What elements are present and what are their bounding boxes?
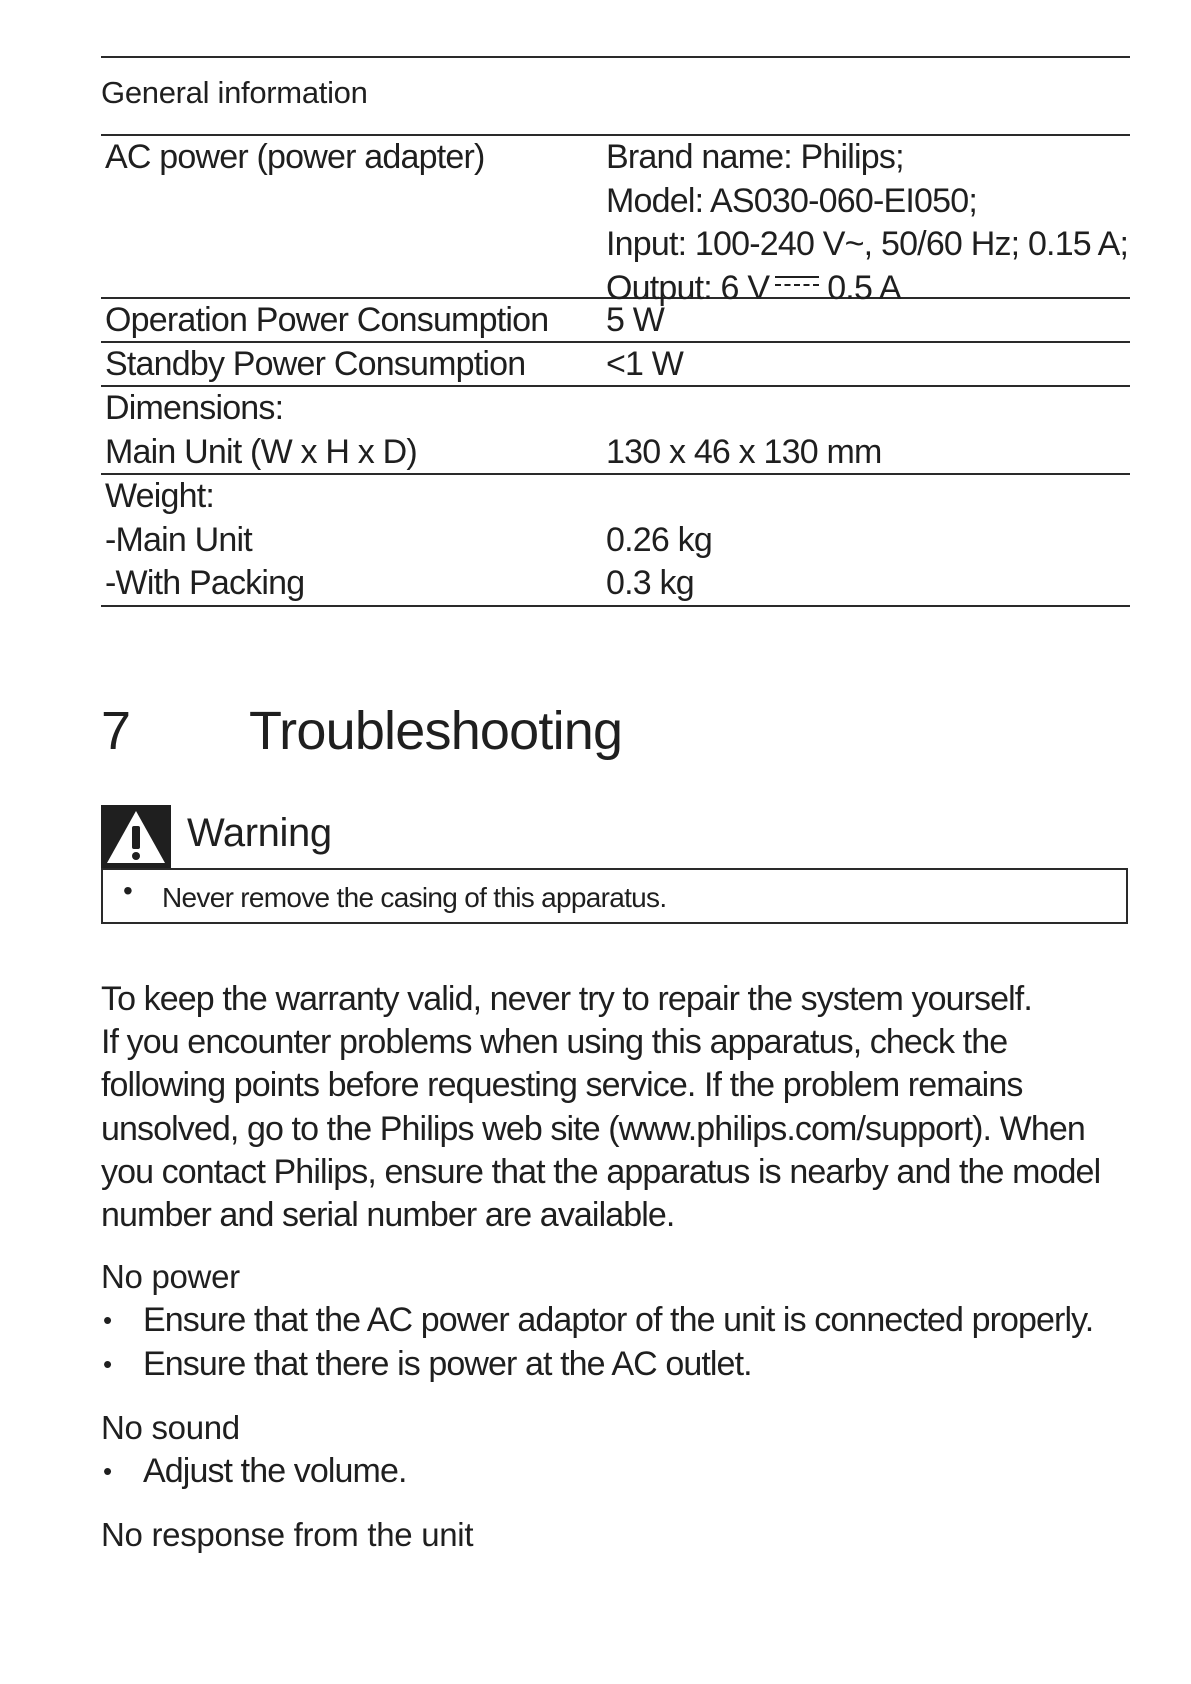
spec-value: [606, 475, 1126, 606]
spec-value: [606, 343, 1126, 387]
spec-row-ac-power: [101, 136, 1130, 307]
spec-label-line: Operation Power Consumption: [105, 301, 549, 339]
spec-label-line: Dimensions:: [105, 389, 284, 427]
output-prefix: Output: 6 V: [606, 268, 770, 307]
bullet: •: [103, 1305, 112, 1335]
spec-row-standby-power: [101, 343, 1130, 387]
spec-label-line: Main Unit (W x H x D): [105, 432, 417, 471]
list-item: [101, 1299, 1130, 1343]
spec-value: [606, 299, 1126, 343]
spec-label: [105, 343, 600, 387]
bullet: •: [103, 1348, 112, 1379]
topic-no-power: [101, 1255, 1130, 1386]
paragraph-line: following points before requesting service. If the problem remains: [101, 1066, 1023, 1105]
spec-value-line: Model: AS030-060-EI050;: [606, 181, 977, 220]
list-item: [101, 1343, 1130, 1387]
spec-value-line: 130 x 46 x 130 mm: [606, 432, 882, 471]
spec-table: [101, 136, 1130, 607]
paragraph-line: number and serial number are available.: [101, 1195, 675, 1234]
topic-list: [101, 1299, 1130, 1386]
spec-value-line: [606, 387, 1126, 431]
topic-list: [101, 1450, 1130, 1494]
topic-heading: No power: [101, 1258, 240, 1295]
paragraph-line: you contact Philips, ensure that the apparatus is nearby and the model: [101, 1152, 1101, 1191]
section-number: 7: [101, 701, 132, 761]
list-item: [101, 1450, 1130, 1494]
spec-value: [606, 136, 1129, 310]
spec-label: [105, 475, 600, 606]
spec-label: [105, 136, 600, 180]
warning-item: Never remove the casing of this apparatus.: [162, 882, 667, 913]
spec-row-weight: [101, 475, 1130, 607]
intro-paragraph: [101, 978, 1130, 1237]
spec-value: [606, 387, 1126, 474]
spec-value-line: 5 W: [606, 301, 665, 339]
spec-label-line: Weight:: [105, 477, 215, 515]
paragraph-line: To keep the warranty valid, never try to repair the system yourself.: [101, 980, 1032, 1018]
warning-title: Warning: [187, 811, 332, 855]
general-information-header: [101, 56, 1130, 136]
output-suffix: 0.5 A: [827, 268, 901, 307]
list-item-text: Ensure that the AC power adaptor of the unit is connected properly.: [143, 1301, 1094, 1339]
warning-header: [101, 805, 1128, 868]
spec-value-line: 0.26 kg: [606, 520, 712, 559]
spec-value-line: <1 W: [606, 345, 684, 383]
spec-label-line: AC power (power adapter): [105, 138, 485, 176]
paragraph-line: If you encounter problems when using this apparatus, check the: [101, 1023, 1008, 1062]
spec-value-line: [606, 475, 1126, 519]
spec-value-line: 0.3 kg: [606, 564, 694, 602]
spec-label: [105, 299, 600, 343]
section-title: Troubleshooting: [249, 701, 623, 761]
topic-heading: No sound: [101, 1409, 240, 1446]
spec-label-line: -With Packing: [105, 564, 305, 602]
topic-no-sound: [101, 1406, 1130, 1494]
spec-row-operation-power: [101, 299, 1130, 343]
warning-box: [101, 868, 1128, 924]
list-item-text: Ensure that there is power at the AC outlet.: [143, 1344, 752, 1383]
general-information-title: General information: [101, 75, 368, 110]
bullet: •: [123, 875, 133, 906]
spec-value-line: Brand name: Philips;: [606, 138, 904, 176]
spec-row-dimensions: [101, 387, 1130, 475]
spec-label-line: Standby Power Consumption: [105, 345, 526, 383]
spec-value-line: Input: 100-240 V~, 50/60 Hz; 0.15 A;: [606, 225, 1129, 263]
spec-label: [105, 387, 600, 474]
dc-current-symbol-icon: [775, 274, 819, 292]
topic-heading: No response from the unit: [101, 1516, 474, 1553]
list-item-text: Adjust the volume.: [143, 1452, 407, 1490]
topic-no-response: [101, 1513, 1130, 1557]
bullet: •: [103, 1456, 112, 1486]
warning-triangle-icon: [101, 805, 171, 868]
spec-label-line: -Main Unit: [105, 520, 252, 559]
paragraph-line: unsolved, go to the Philips web site (www.philips.com/support). When: [101, 1109, 1085, 1148]
